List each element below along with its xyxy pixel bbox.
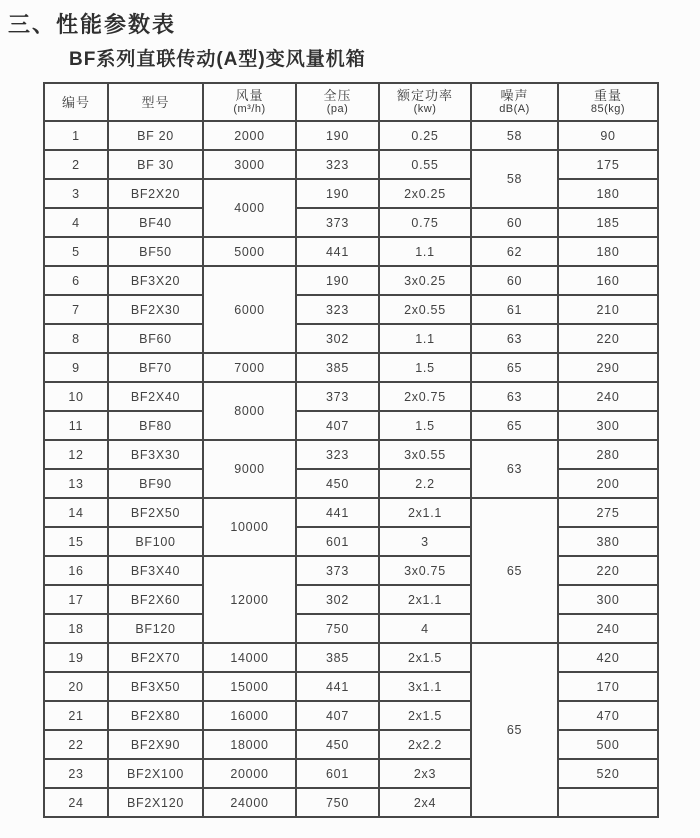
table-cell: 302 <box>296 585 379 614</box>
table-cell: 2000 <box>203 121 296 150</box>
table-cell: 14000 <box>203 643 296 672</box>
table-cell: 2x4 <box>379 788 471 817</box>
table-cell: 190 <box>296 121 379 150</box>
table-cell: BF2X70 <box>108 643 203 672</box>
table-cell: BF 20 <box>108 121 203 150</box>
table-cell: BF2X20 <box>108 179 203 208</box>
table-cell: 0.55 <box>379 150 471 179</box>
table-cell: 20 <box>44 672 108 701</box>
table-cell: 1.1 <box>379 324 471 353</box>
table-cell: 1 <box>44 121 108 150</box>
table-cell: 180 <box>558 237 658 266</box>
table-cell: 3000 <box>203 150 296 179</box>
table-row <box>44 179 658 208</box>
table-cell: 407 <box>296 701 379 730</box>
spec-table-header <box>44 83 658 121</box>
table-cell: BF2X80 <box>108 701 203 730</box>
table-cell: 10000 <box>203 498 296 556</box>
table-cell: 170 <box>558 672 658 701</box>
table-cell: 3 <box>44 179 108 208</box>
table-cell: 420 <box>558 643 658 672</box>
table-cell: 0.75 <box>379 208 471 237</box>
table-cell: BF2X60 <box>108 585 203 614</box>
table-row <box>44 614 658 643</box>
table-cell: 1.1 <box>379 237 471 266</box>
table-cell: 58 <box>471 150 558 208</box>
table-cell: 4000 <box>203 179 296 237</box>
table-cell: 210 <box>558 295 658 324</box>
table-cell: 5 <box>44 237 108 266</box>
table-cell: 750 <box>296 614 379 643</box>
column-header: 型号 <box>108 83 203 121</box>
header-row <box>44 83 658 121</box>
table-cell: 3x0.75 <box>379 556 471 585</box>
table-cell: 280 <box>558 440 658 469</box>
table-cell: 65 <box>471 353 558 382</box>
table-cell: 380 <box>558 527 658 556</box>
table-cell: 3x0.55 <box>379 440 471 469</box>
table-cell: 2x1.5 <box>379 701 471 730</box>
table-cell: 8000 <box>203 382 296 440</box>
table-cell: 240 <box>558 382 658 411</box>
table-cell: 20000 <box>203 759 296 788</box>
table-cell: 62 <box>471 237 558 266</box>
table-row <box>44 237 658 266</box>
table-cell: 13 <box>44 469 108 498</box>
table-cell: 2x0.25 <box>379 179 471 208</box>
table-cell: 12000 <box>203 556 296 643</box>
table-cell: 220 <box>558 324 658 353</box>
table-cell: 323 <box>296 150 379 179</box>
spec-table-body <box>44 121 658 817</box>
table-cell: BF60 <box>108 324 203 353</box>
table-cell: 9000 <box>203 440 296 498</box>
table-cell: 14 <box>44 498 108 527</box>
page-title: 三、性能参数表 <box>8 12 177 37</box>
table-cell: 2x3 <box>379 759 471 788</box>
column-header: 额定功率 (kw) <box>379 83 471 121</box>
table-cell: 323 <box>296 295 379 324</box>
table-cell: 61 <box>471 295 558 324</box>
table-cell: 11 <box>44 411 108 440</box>
table-cell: 2x0.75 <box>379 382 471 411</box>
table-cell: BF120 <box>108 614 203 643</box>
table-cell: 2x1.1 <box>379 498 471 527</box>
table-cell: 4 <box>44 208 108 237</box>
table-cell: 470 <box>558 701 658 730</box>
table-cell: 90 <box>558 121 658 150</box>
table-cell: 275 <box>558 498 658 527</box>
column-header: 噪声 dB(A) <box>471 83 558 121</box>
table-cell: BF3X40 <box>108 556 203 585</box>
column-header: 风量 (m³/h) <box>203 83 296 121</box>
table-cell: 23 <box>44 759 108 788</box>
table-cell: 24000 <box>203 788 296 817</box>
table-cell: 24 <box>44 788 108 817</box>
table-cell: 60 <box>471 208 558 237</box>
table-row <box>44 788 658 817</box>
table-cell: 520 <box>558 759 658 788</box>
table-cell: 15 <box>44 527 108 556</box>
table-cell: BF40 <box>108 208 203 237</box>
table-cell: 65 <box>471 411 558 440</box>
table-cell: 63 <box>471 324 558 353</box>
table-row <box>44 585 658 614</box>
table-cell: 0.25 <box>379 121 471 150</box>
table-cell: 220 <box>558 556 658 585</box>
table-cell: 2x2.2 <box>379 730 471 759</box>
table-cell: BF100 <box>108 527 203 556</box>
table-cell: 300 <box>558 585 658 614</box>
spec-table <box>43 82 659 818</box>
table-cell: 2x0.55 <box>379 295 471 324</box>
table-cell: 1.5 <box>379 411 471 440</box>
table-cell: 190 <box>296 179 379 208</box>
table-row <box>44 411 658 440</box>
table-cell: 63 <box>471 382 558 411</box>
table-cell: 2 <box>44 150 108 179</box>
table-cell: BF 30 <box>108 150 203 179</box>
table-cell: 18 <box>44 614 108 643</box>
table-row <box>44 469 658 498</box>
table-cell: 7000 <box>203 353 296 382</box>
table-cell: 12 <box>44 440 108 469</box>
table-row <box>44 730 658 759</box>
table-cell: 385 <box>296 643 379 672</box>
table-cell: BF2X90 <box>108 730 203 759</box>
table-cell: 290 <box>558 353 658 382</box>
table-cell: 16000 <box>203 701 296 730</box>
table-cell: 65 <box>471 498 558 643</box>
table-cell: 5000 <box>203 237 296 266</box>
table-cell: 19 <box>44 643 108 672</box>
table-cell: 7 <box>44 295 108 324</box>
page-subtitle: BF系列直联传动(A型)变风量机箱 <box>69 49 366 70</box>
table-row <box>44 150 658 179</box>
table-cell: 450 <box>296 469 379 498</box>
table-cell: 240 <box>558 614 658 643</box>
table-row <box>44 498 658 527</box>
table-cell: 385 <box>296 353 379 382</box>
table-cell: 2x1.1 <box>379 585 471 614</box>
table-cell: 441 <box>296 498 379 527</box>
table-cell: 21 <box>44 701 108 730</box>
table-row <box>44 121 658 150</box>
table-cell: 17 <box>44 585 108 614</box>
column-header: 重量 85(kg) <box>558 83 658 121</box>
table-cell: 22 <box>44 730 108 759</box>
table-cell: 373 <box>296 556 379 585</box>
table-row <box>44 643 658 672</box>
table-row <box>44 527 658 556</box>
table-cell: 9 <box>44 353 108 382</box>
table-cell: 16 <box>44 556 108 585</box>
table-row <box>44 295 658 324</box>
table-cell: BF3X30 <box>108 440 203 469</box>
table-cell: BF2X40 <box>108 382 203 411</box>
table-cell: 160 <box>558 266 658 295</box>
table-cell: 2.2 <box>379 469 471 498</box>
table-cell: BF2X30 <box>108 295 203 324</box>
table-row <box>44 382 658 411</box>
table-cell: 373 <box>296 208 379 237</box>
table-cell: 323 <box>296 440 379 469</box>
table-cell: BF2X100 <box>108 759 203 788</box>
table-cell: 373 <box>296 382 379 411</box>
table-cell: 200 <box>558 469 658 498</box>
table-row <box>44 324 658 353</box>
table-cell: 300 <box>558 411 658 440</box>
table-cell: 601 <box>296 759 379 788</box>
table-cell: BF3X50 <box>108 672 203 701</box>
table-cell: 2x1.5 <box>379 643 471 672</box>
column-header: 全压 (pa) <box>296 83 379 121</box>
table-cell: 3 <box>379 527 471 556</box>
table-cell: BF80 <box>108 411 203 440</box>
table-cell: 10 <box>44 382 108 411</box>
table-cell: 441 <box>296 237 379 266</box>
table-cell: 500 <box>558 730 658 759</box>
table-cell: 450 <box>296 730 379 759</box>
table-row <box>44 672 658 701</box>
table-cell: BF70 <box>108 353 203 382</box>
table-row <box>44 556 658 585</box>
table-cell: 15000 <box>203 672 296 701</box>
table-cell <box>558 788 658 817</box>
table-cell: 185 <box>558 208 658 237</box>
table-cell: 8 <box>44 324 108 353</box>
table-row <box>44 353 658 382</box>
table-cell: BF90 <box>108 469 203 498</box>
table-cell: 6 <box>44 266 108 295</box>
table-cell: 407 <box>296 411 379 440</box>
table-cell: 441 <box>296 672 379 701</box>
table-cell: 3x1.1 <box>379 672 471 701</box>
table-cell: 750 <box>296 788 379 817</box>
table-row <box>44 208 658 237</box>
table-cell: 190 <box>296 266 379 295</box>
table-row <box>44 440 658 469</box>
table-row <box>44 759 658 788</box>
table-cell: 180 <box>558 179 658 208</box>
table-cell: BF2X50 <box>108 498 203 527</box>
table-cell: 58 <box>471 121 558 150</box>
table-cell: BF2X120 <box>108 788 203 817</box>
table-cell: 60 <box>471 266 558 295</box>
table-row <box>44 266 658 295</box>
table-cell: 3x0.25 <box>379 266 471 295</box>
table-cell: 1.5 <box>379 353 471 382</box>
table-row <box>44 701 658 730</box>
table-cell: BF3X20 <box>108 266 203 295</box>
table-cell: 4 <box>379 614 471 643</box>
table-cell: 6000 <box>203 266 296 353</box>
column-header: 编号 <box>44 83 108 121</box>
table-cell: 18000 <box>203 730 296 759</box>
table-cell: 601 <box>296 527 379 556</box>
table-cell: BF50 <box>108 237 203 266</box>
table-cell: 65 <box>471 643 558 817</box>
table-cell: 63 <box>471 440 558 498</box>
table-cell: 302 <box>296 324 379 353</box>
table-cell: 175 <box>558 150 658 179</box>
